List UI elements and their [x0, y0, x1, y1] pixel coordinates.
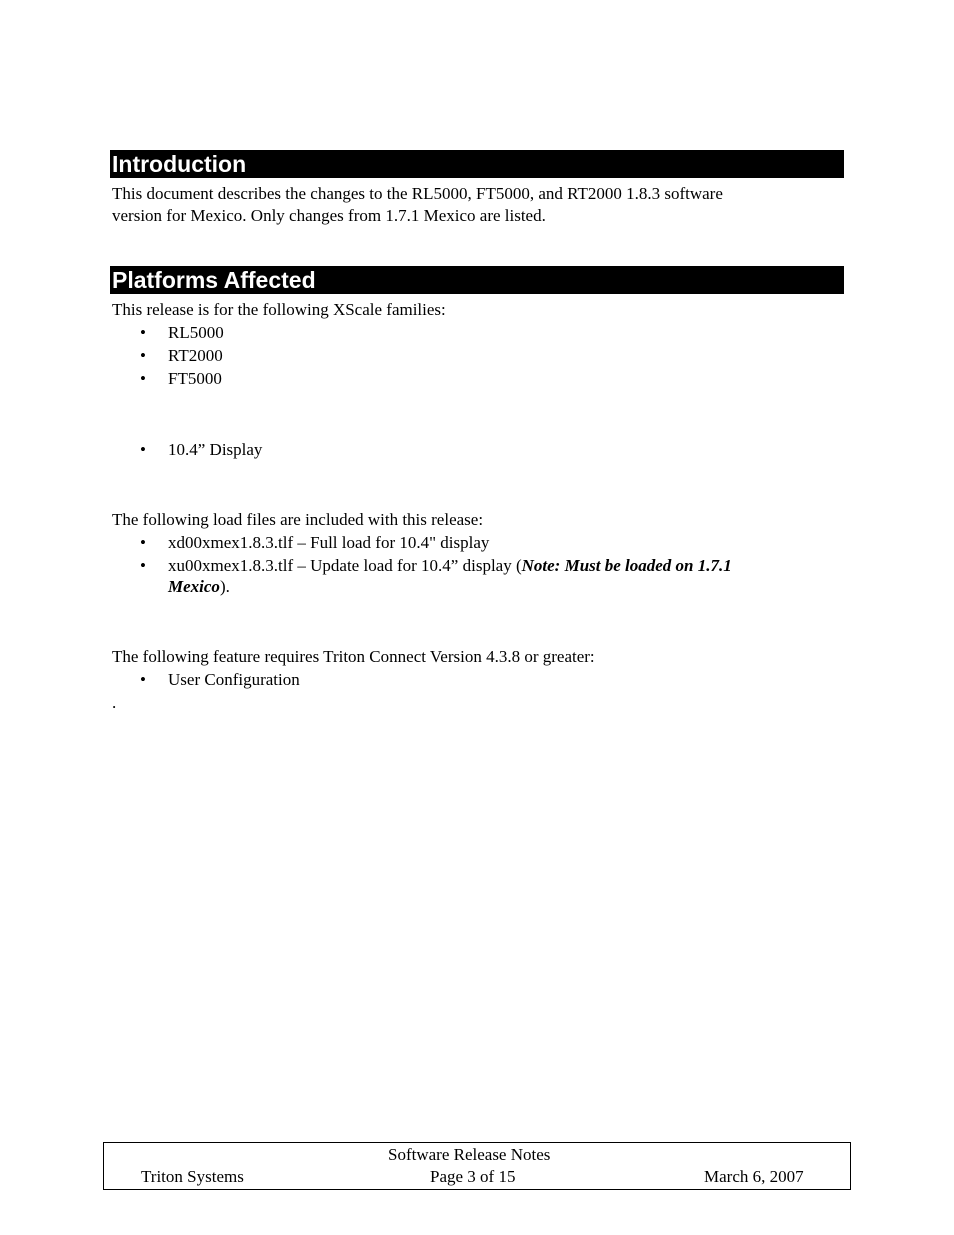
feature-intro: The following feature requires Triton Connect Version 4.3.8 or greater: — [112, 647, 595, 666]
feature-item: User Configuration — [168, 670, 300, 689]
footer-date: March 6, 2007 — [704, 1167, 804, 1186]
bullet-icon: • — [140, 670, 146, 689]
family-item: FT5000 — [168, 369, 222, 388]
footer-title: Software Release Notes — [388, 1145, 551, 1164]
load-file-item-continued — [168, 576, 230, 597]
introduction-line-1: This document describes the changes to the RL5000, FT5000, and RT2000 1.8.3 software — [112, 184, 723, 203]
family-item: RT2000 — [168, 346, 223, 365]
load-file-2-suffix: ). — [219, 577, 230, 596]
footer-page: Page 3 of 15 — [430, 1167, 516, 1186]
trailing-mark: . — [112, 693, 117, 712]
page-footer — [103, 1142, 851, 1190]
load-file-item: xd00xmex1.8.3.tlf – Full load for 10.4" display — [168, 533, 490, 552]
load-file-2-note-cont: Mexico — [168, 577, 220, 596]
family-item: RL5000 — [168, 323, 224, 342]
bullet-icon: • — [140, 533, 146, 552]
bullet-icon: • — [140, 369, 146, 388]
bullet-icon: • — [140, 323, 146, 342]
load-file-2-prefix: xu00xmex1.8.3.tlf – Update load for 10.4” display ( — [168, 556, 522, 575]
load-file-item — [168, 555, 732, 576]
introduction-heading: Introduction — [110, 150, 844, 178]
families-intro: This release is for the following XScale families: — [112, 300, 446, 319]
bullet-icon: • — [140, 556, 146, 575]
footer-company: Triton Systems — [141, 1167, 244, 1186]
platforms-heading: Platforms Affected — [110, 266, 844, 294]
bullet-icon: • — [140, 346, 146, 365]
load-file-2-note: Note: Must be loaded on 1.7.1 — [521, 556, 732, 575]
load-files-intro: The following load files are included with this release: — [112, 510, 484, 529]
display-item: 10.4” Display — [168, 440, 263, 459]
introduction-line-2: version for Mexico. Only changes from 1.7.1 Mexico are listed. — [112, 206, 546, 225]
bullet-icon: • — [140, 440, 146, 459]
